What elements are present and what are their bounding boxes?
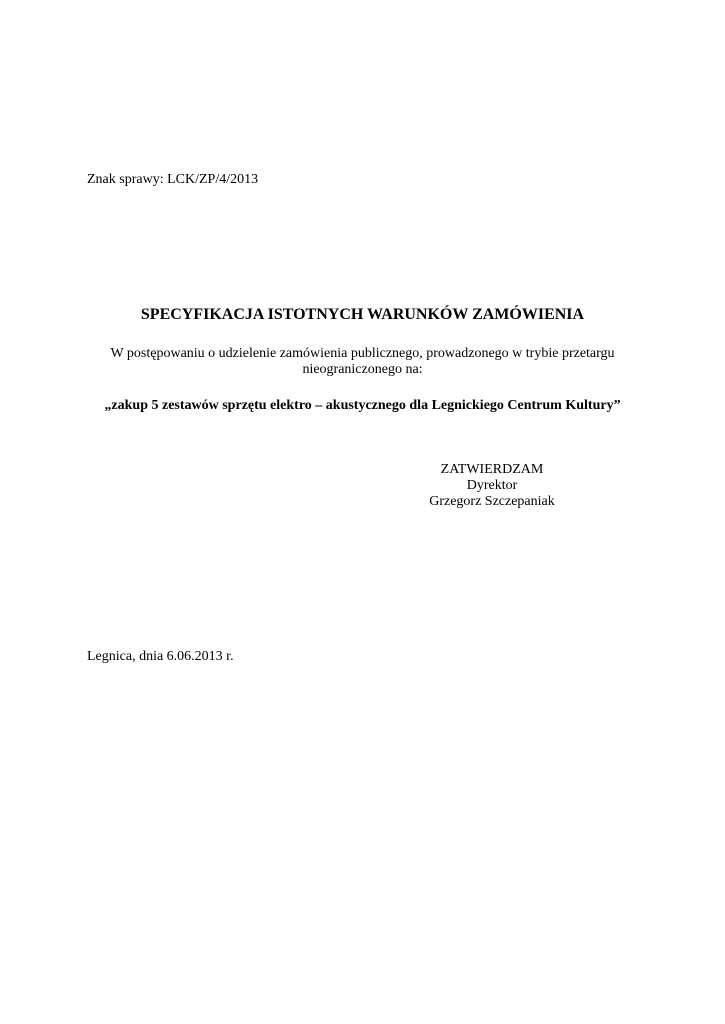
approval-block [422, 462, 562, 510]
intro-paragraph [0, 346, 725, 378]
place-and-date: Legnica, dnia 6.06.2013 r. [87, 649, 234, 664]
intro-line-2: nieograniczonego na: [302, 362, 423, 377]
approval-name: Grzegorz Szczepaniak [429, 494, 555, 509]
document-title: SPECYFIKACJA ISTOTNYCH WARUNKÓW ZAMÓWIENIA [140, 306, 585, 323]
case-number: Znak sprawy: LCK/ZP/4/2013 [87, 172, 259, 187]
procurement-subject: „zakup 5 zestawów sprzętu elektro – akustycznego dla Legnickiego Centrum Kultury” [104, 398, 621, 413]
approval-heading: ZATWIERDZAM [440, 462, 544, 477]
intro-line-1: W postępowaniu o udzielenie zamówienia publicznego, prowadzonego w trybie przetargu [110, 346, 615, 361]
approval-position: Dyrektor [466, 478, 518, 493]
